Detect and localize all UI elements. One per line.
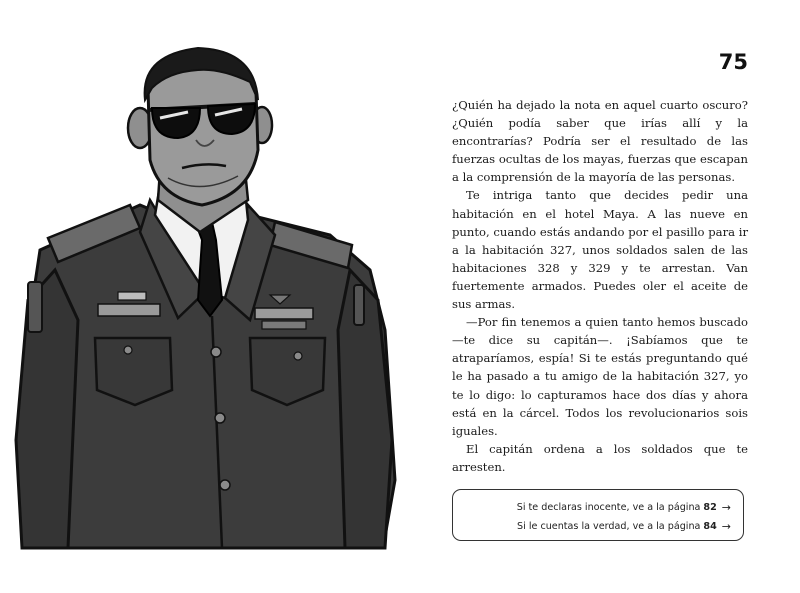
arrow-right-icon: → — [721, 501, 731, 514]
choice-page-number: 82 — [703, 502, 717, 513]
choice-tell-truth[interactable] — [453, 517, 731, 536]
choice-page-number: 84 — [703, 521, 717, 532]
choice-text: Si le cuentas la verdad, ve a la página — [517, 521, 701, 532]
paragraph: El capitán ordena a los soldados que te arresten. — [452, 441, 748, 474]
arrow-right-icon: → — [721, 520, 731, 533]
story-text — [452, 96, 748, 476]
choices-box — [452, 489, 744, 541]
page-number: 75 — [718, 50, 748, 74]
paragraph: ¿Quién ha dejado la nota en aquel cuarto oscuro? ¿Quién podía saber que irías allí y la encontrarías? Podría ser el resultado de las fuerzas ocultas de los mayas, fuerzas que escapan a la comprensión de la mayoría de las personas. — [452, 98, 748, 185]
choice-text: Si te declaras inocente, ve a la página — [516, 502, 701, 513]
paragraph: Te intriga tanto que decides pedir una habitación en el hotel Maya. A las nueve en punto, cuando estás andando por el pasillo para ir a la habitación 327, unos soldados salen de las habitaciones 328 y 329 y te arrestan. Van fuertemente armados. Puedes oler el aceite de sus armas. — [452, 188, 748, 312]
choice-declare-innocent[interactable] — [453, 498, 731, 517]
paragraph: —Por fin tenemos a quien tanto hemos buscado —te dice su capitán—. ¡Sabíamos que te atraparíamos, espía! Si te estás preguntando qué le ha pasado a tu amigo de la habitación 327, yo te lo digo: lo capturamos hace dos días y ahora está en la cárcel. Todos los revolucionarios sois iguales. — [452, 315, 748, 438]
